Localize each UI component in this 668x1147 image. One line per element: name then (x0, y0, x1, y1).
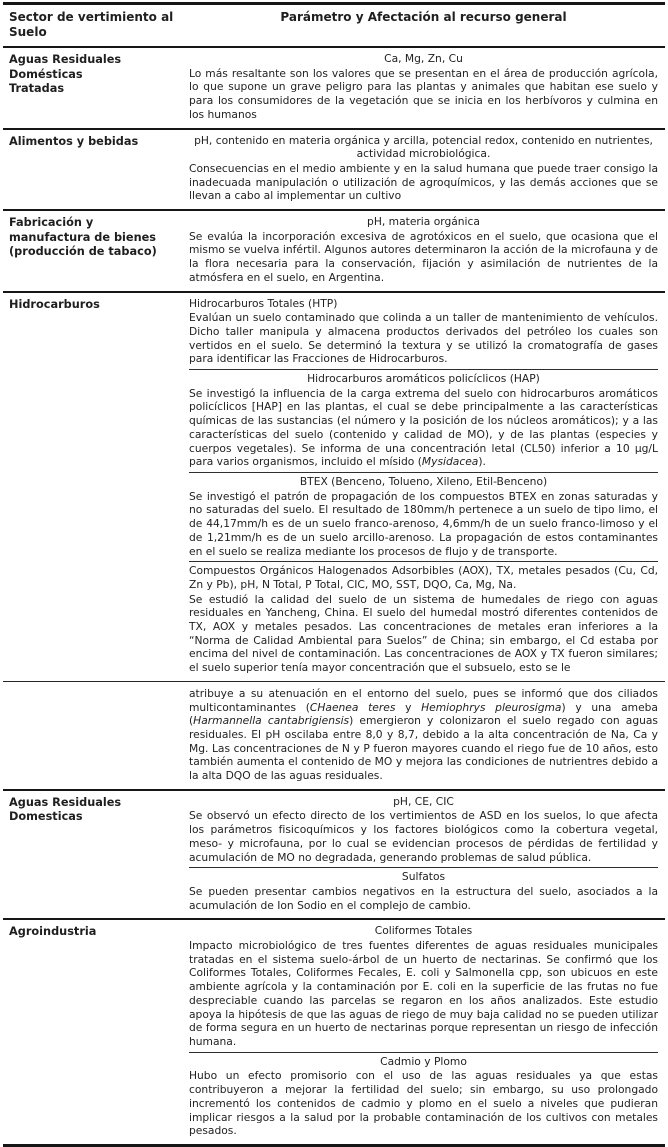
parameter-description (189, 162, 658, 203)
table-row (3, 920, 665, 1147)
parameter-block (189, 472, 658, 561)
sector-label-line: Domésticas (9, 67, 83, 81)
page-break-rule (3, 681, 665, 682)
species-name: Mysidacea (421, 455, 479, 469)
parameter-title: Coliformes Totales (374, 924, 473, 938)
parameter-block (189, 922, 658, 1051)
sector-label-line: Aguas Residuales (9, 53, 122, 66)
sector-label-line: Hidrocarburos (9, 297, 100, 311)
parameter-description (189, 809, 658, 864)
parametro-cell (189, 922, 665, 1141)
text-segment: Consecuencias en el medio ambiente y en la salud humana que puede traer consigo la inadecuada manipulación o utilización de agroquímicos, y las demás acciones que se llevan a cabo al implementar un cultivo (189, 161, 658, 203)
parameter-block (189, 793, 658, 868)
parameter-description (189, 387, 658, 469)
parameter-title: BTEX (Benceno, Tolueno, Xileno, Etil-Benceno) (299, 474, 548, 488)
text-segment: Hubo un efecto promisorio con el uso de las aguas residuales ya que estas contribuyeron a mejorar la fertilidad del suelo; sin embargo, su uso prolongado incrementó los contenidos de cadmio y plomo en el suelo a niveles que pudieran implicar riesgos a la salud por la probable contaminación de los cultivos con metales pesados. (189, 1069, 658, 1138)
sector-label-line: Domesticas (9, 810, 83, 824)
parameter-description (189, 593, 658, 675)
sector-label-line: Fabricación y (9, 216, 94, 230)
parameter-description (189, 230, 658, 285)
text-segment: y (395, 700, 422, 714)
parameter-title: Compuestos Orgánicos Halogenados Adsorbibles (AOX), TX, metales pesados (Cu, Cd, Zn y Pb), pH, N Total, P Total, CIC, MO, SST, DQO, Ca, Mg, Na. (189, 564, 658, 591)
sector-cell (3, 793, 189, 916)
parameter-description (189, 939, 658, 1049)
parametro-cell (189, 295, 665, 786)
parameter-description (189, 1069, 658, 1138)
parameter-block (189, 561, 658, 678)
parameter-description (189, 311, 658, 366)
table-row (3, 48, 665, 130)
sector-label-line: manufactura de bienes (9, 230, 157, 244)
text-segment: Se observó un efecto directo de los vertimientos de ASD en los suelos, lo que afecta los parámetros fisicoquímicos y los factores biológicos como la cobertura vegetal, meso- y microfauna, por lo cual se evidencian procesos de pérdidas de fertilidad y acumulación de MO no degradada, generando problemas de salud pública. (189, 809, 658, 864)
parametro-cell (189, 50, 665, 125)
text-segment: Se evalúa la incorporación excesiva de agrotóxicos en el suelo, que ocasiona que el mismo se vuelva infértil. Algunos autores determinaron la acción de la microfauna y de la flora necesaria para la conservación, fijación y asimilación de nutrientes de la atmósfera en el suelo, en Argentina. (189, 229, 658, 284)
sector-label-line: Alimentos y bebidas (9, 134, 139, 148)
parameter-block (189, 685, 658, 786)
parametro-cell (189, 213, 665, 288)
text-segment: Se investigó la influencia de la carga extrema del suelo con hidrocarburos aromáticos policíclicos [HAP] en las plantas, el cual se debe principalmente a las características químicas de las sustancias (el número y la posición de los núcleos aromáticos); y a las características del suelo (contenido y calidad de MO), y de las plantas (especies y cuerpos vegetales). Se informa de una concentración letal (CL50) inferior a 10 µg/L para varios organismos, incluido el mísido ( (189, 386, 658, 469)
parameter-title: pH, contenido en materia orgánica y arcilla, potencial redox, contenido en nutrientes, actividad microbiológica. (194, 133, 653, 161)
text-segment: Lo más resaltante son los valores que se presentan en el área de producción agrícola, lo que supone un grave peligro para las plantas y animales que habitan ese suelo y para los consumidores de la vegetación que se inicia en los herbívoros y culmina en los humanos (189, 66, 658, 121)
text-segment: Se pueden presentar cambios negativos en la estructura del suelo, asociados a la acumulación de Ion Sodio en el complejo de cambio. (189, 884, 658, 912)
parameter-block (189, 867, 658, 915)
parameter-block (189, 132, 658, 207)
text-segment: Impacto microbiológico de tres fuentes diferentes de aguas residuales municipales tratadas en el sistema suelo-árbol de un huerto de nectarinas. Se confirmó que los Coliformes Totales, Coliformes Fecales, E. coli y Salmonella cpp, son ubicuos en este ambiente agrícola y la contaminación por E. coli en la superficie de las frutas no fue despreciable cuando las parcelas se regaron en los años analizados. Este estudio apoya la hipótesis de que las aguas de riego de muy baja calidad no se pueden utilizar de forma segura en un huerto de nectarinas porque representan un riesgo de infección humana. (189, 939, 658, 1048)
text-segment: ). (478, 455, 486, 469)
parameter-block (189, 50, 658, 125)
parameter-title: Hidrocarburos Totales (HTP) (189, 296, 338, 310)
text-segment: Se investigó el patrón de propagación de los compuestos BTEX en zonas saturadas y no saturadas del suelo. El resultado de 180mm/h pertenece a un suelo de tipo limo, el de 44,17mm/h es de un suelo franco-arenoso, 4,6mm/h de un suelo franco-limoso y el de 1,21mm/h es de un suelo arcillo-arenoso. La propagación de estos contaminantes en el suelo se realiza mediante los procesos de flujo y de transporte. (189, 489, 658, 558)
table-row (3, 791, 665, 921)
sector-cell (3, 295, 189, 786)
table-row (3, 293, 665, 791)
column-header-sector: Sector de vertimiento al Suelo (9, 10, 174, 39)
table-header-row (3, 2, 665, 48)
parameter-title: pH, CE, CIC (393, 794, 454, 808)
sector-cell (3, 213, 189, 288)
species-name: Harmannella cantabrigiensis (193, 714, 350, 728)
sector-label-line: Agroindustria (9, 925, 97, 939)
parametro-cell (189, 793, 665, 916)
text-segment: Se estudió la calidad del suelo de un sistema de humedales de riego con aguas residuales en Yancheng, China. El suelo del humedal mostró diferentes contenidos de TX, AOX y metales pesados. Las concentraciones de metales eran inferiores a la “Norma de Calidad Ambiental para Suelos” de China; sin embargo, el Cd estaba por encima del nivel de contaminación. Las concentraciones de AOX y TX fueron similares; el suelo superior tenía mayor concentración que el subsuelo, esto se le (189, 592, 658, 675)
sector-label-line: Aguas Residuales (9, 795, 122, 809)
species-name: Hemiophrys pleurosigma (421, 700, 562, 714)
sector-cell (3, 132, 189, 207)
text-segment: atribuye a su atenuación en el entorno del suelo, pues se informó que dos ciliados multicontaminantes ( (189, 686, 658, 714)
text-segment: ) emergieron y colonizaron el suelo regado con aguas residuales. El pH oscilaba entre 8,0 y 8,7, debido a la alta concentración de Na, Ca y Mg. Las concentraciones de N y P fueron mayores cuando el riego fue de 10 años, esto también aumenta el contenido de MO y mejora las condiciones de nutrientres debido a la alta DQO de las aguas residuales. (189, 714, 659, 783)
parameter-description (189, 687, 658, 783)
parameter-block (189, 369, 658, 472)
parameter-title: Sulfatos (401, 870, 446, 884)
sector-cell (3, 922, 189, 1141)
parameter-description (189, 885, 658, 912)
table-row (3, 130, 665, 212)
table-row (3, 211, 665, 293)
parameter-title: Hidrocarburos aromáticos policíclicos (HAP) (307, 372, 540, 386)
parameter-description (189, 67, 658, 122)
sector-cell (3, 50, 189, 125)
sector-label-line: Tratadas (9, 82, 65, 95)
parameter-block (189, 295, 658, 370)
parameter-title: pH, materia orgánica (367, 215, 480, 229)
parametro-cell (189, 132, 665, 207)
parameter-title: Cadmio y Plomo (380, 1054, 467, 1068)
parameter-block (189, 1052, 658, 1141)
column-header-parametro: Parámetro y Afectación al recurso general (280, 10, 567, 24)
parameter-title: Ca, Mg, Zn, Cu (384, 52, 463, 65)
text-segment: ) y una ameba ( (189, 700, 658, 728)
parameter-block (189, 213, 658, 288)
sector-label-line: (producción de tabaco) (9, 245, 157, 259)
species-name: CHaenea teres (309, 700, 396, 714)
parameter-description (189, 490, 658, 559)
text-segment: Evalúan un suelo contaminado que colinda a un taller de mantenimiento de vehículos. Dicho taller manipula y almacena productos derivados del petróleo los cuales son vertidos en el suelo. Se determinó la textura y se utilizó la cromatografía de gases para identificar las Fracciones de Hidrocarburos. (189, 311, 658, 366)
table-body (3, 48, 665, 1147)
